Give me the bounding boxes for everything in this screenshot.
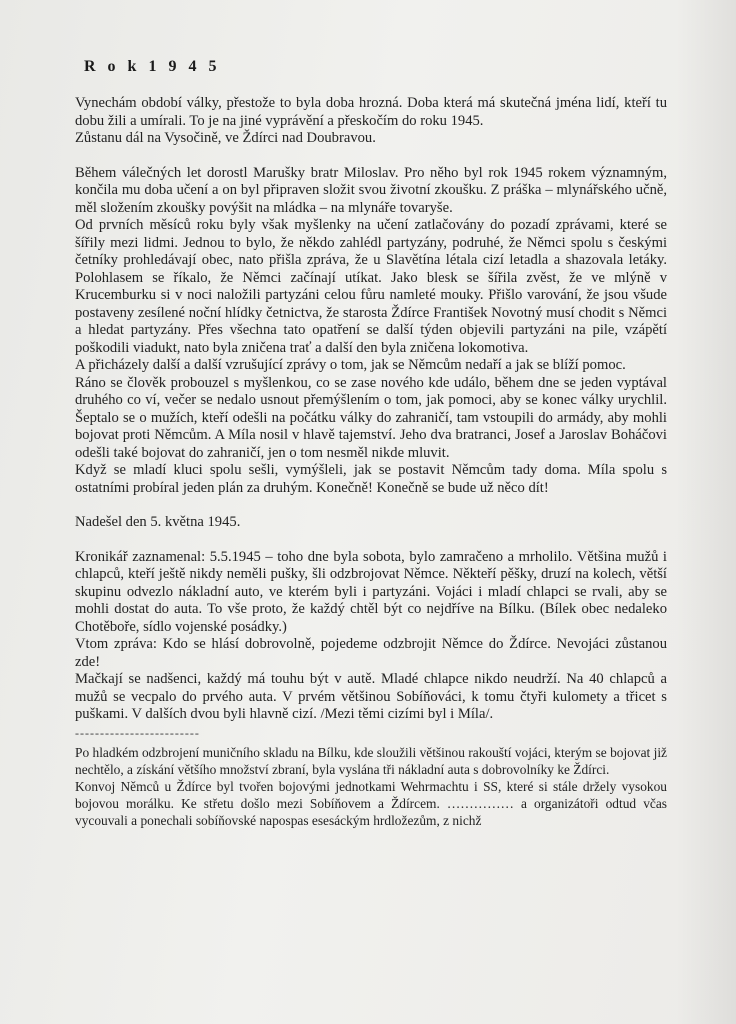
footnote-bilek: Po hladkém odzbrojení muničního skladu na Bílku, kde sloužili většinou rakouští vojáci, kterým se bojovat již nechtělo, a získání většího množství zbraní, byla vyslána tři nákladní auta s dobrovolníky ke Ždírci. xyxy=(75,744,667,777)
paragraph-date: Nadešel den 5. května 1945. xyxy=(75,514,241,530)
footnote-separator: ------------------------- xyxy=(75,725,200,740)
paragraph-trucks: Mačkají se nadšenci, každý má touhu být v autě. Mladé chlapce nikdo neudrží. Na 40 chlapců a mužů se vecpalo do prvého auta. V prvém většinou Sobíňováci, k tomu čtyři kulomety a třicet s puškami. V dalších dvou byli hlavně cizí. /Mezi těmi cizími byl i Míla/. xyxy=(75,671,667,722)
paragraph-intro: Vynechám období války, přestože to byla doba hrozná. Doba která má skutečná jména lidí, kteří tu dobu žili a umírali. To je na jiné vyprávění a přeskočím do roku 1945. xyxy=(75,95,667,129)
paragraph-thoughts: Ráno se člověk probouzel s myšlenkou, co se zase nového kde událo, během dne se jeden vyptával druhého co ví, večer se nedalo usnout přemýšlením o tom, jak pomoci, aby se konec války urychlil. Šeptalo se o mužích, kteří odešli na počátku války do zahraničí, tam vstoupili do armády, aby mohli bojovat proti Němcům. A Míla nosil v hlavě tajemství. Jeho dva bratranci, Josef a Jaroslav Boháčovi odešli také bojovat do zahraničí, jen o tom nesměl nikde mluvit. xyxy=(75,374,667,461)
paragraph-miloslav: Během válečných let dorostl Marušky bratr Miloslav. Pro něho byl rok 1945 rokem významným, končila mu doba učení a on byl připraven složit svou životní zkoušku. Z práška – mlynářského učně, měl složením zkoušky povýšit na mládka – na mlynáře tovaryše. xyxy=(75,164,667,216)
paragraph-plans: Když se mladí kluci spolu sešli, vymýšleli, jak se postavit Němcům tady doma. Míla spolu s ostatními probíral jeden plán za druhým. Konečně! Konečně se bude už něco dít! xyxy=(75,462,667,496)
paragraph-location: Zůstanu dál na Vysočině, ve Ždírci nad Doubravou. xyxy=(75,130,376,146)
chapter-title: R o k 1 9 4 5 xyxy=(84,58,221,75)
paragraph-news: A přicházely další a další vzrušující zprávy o tom, jak se Němcům nedaří a jak se blíží pomoc. xyxy=(75,357,626,373)
paragraph-message: Vtom zpráva: Kdo se hlásí dobrovolně, pojedeme odzbrojit Němce do Ždírce. Nevojáci zůstanou zde! xyxy=(75,636,667,670)
body-text xyxy=(75,95,667,829)
paragraph-chronicle: Kronikář zaznamenal: 5.5.1945 – toho dne byla sobota, bylo zamračeno a mrholilo. Většina mužů i chlapců, kteří ještě nikdy neměli pušky, šli odzbrojovat Němce. Někteří pěšky, druzí na kolech, větší skupinu odvezlo nákladní auto, ve kterém byli i partyzáni. Vojáci i mladí chlapci se rvali, aby se mohli dostat do auta. To vše proto, že každý chtěl být co nejdříve na Bílku. (Bílek obec nedaleko Chotěboře, sídlo vojenské posádky.) xyxy=(75,548,667,635)
page-shadow xyxy=(676,0,736,1024)
footnote-convoy: Konvoj Němců u Ždírce byl tvořen bojovými jednotkami Wehrmachtu i SS, které si stále držely vysokou bojovou morálku. Ke střetu došlo mezi Sobíňovem a Ždírcem. …………… a organizátoři odtud včas vycouvali a ponechali sobíňovské napospas esesáckým hrdložezům, z nichž xyxy=(75,778,667,828)
paragraph-rumors: Od prvních měsíců roku byly však myšlenky na učení zatlačovány do pozadí zprávami, které se šířily mezi lidmi. Jednou to bylo, že někdo zahlédl partyzány, podruhé, že Němci spolu s českými četníky prohledávají obec, nato přišla zpráva, že u Slavětína létala cizí letadla a shazovala letáky. Polohlasem se říkalo, že Němci začínají utíkat. Jako blesk se šířila zvěst, že ve mlýně v Krucemburku si v noci naložili partyzáni celou fůru namleté mouky. Přišlo varování, že jsou všude postaveny zesílené noční hlídky četnictva, že starosta Ždírce František Novotný musí chodit s Němci a hledat partyzány. Přes všechna tato opatření se další týden objevili partyzáni na pile, vzápětí poškodili viadukt, nato byla zničena trať a další den byla zničena lokomotiva. xyxy=(75,217,667,356)
footnotes xyxy=(75,744,667,829)
